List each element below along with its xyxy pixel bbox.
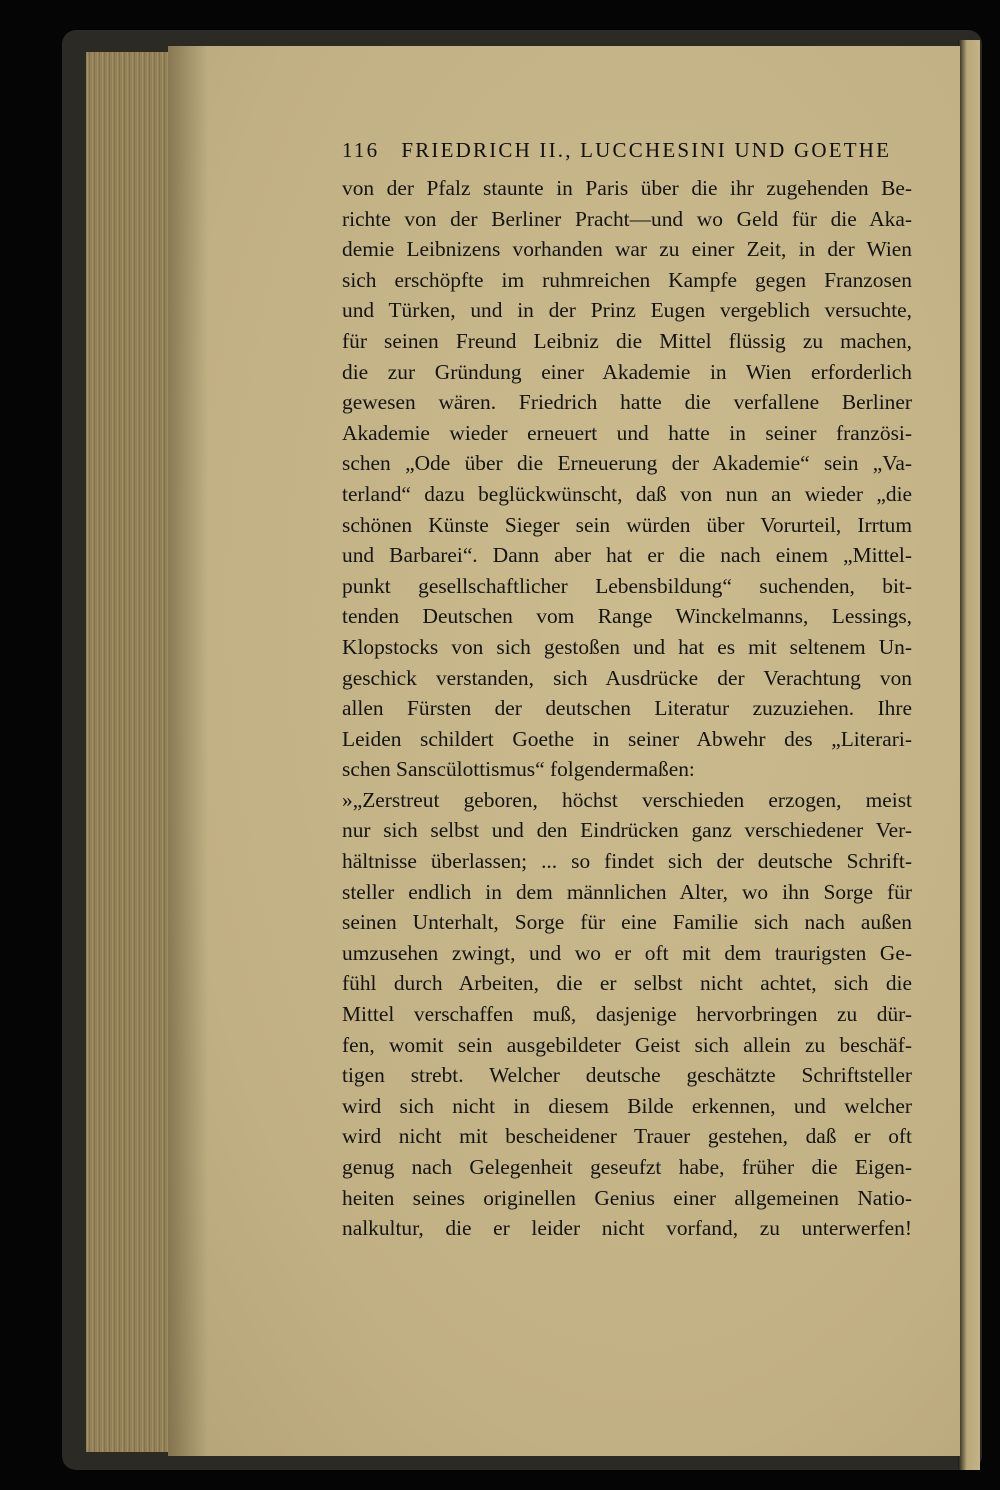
text-line: »„Zerstreut geboren, höchst verschieden erzogen, meist xyxy=(342,787,912,812)
text-line: umzusehen zwingt, und wo er oft mit dem traurigsten Ge- xyxy=(342,940,912,965)
text-line: hältnisse überlassen; ... so findet sich der deutsche Schrift- xyxy=(342,849,912,874)
text-line: allen Fürsten der deutschen Literatur zuzuziehen. Ihre xyxy=(342,696,912,721)
gutter-shadow xyxy=(168,46,208,1456)
text-line: richte von der Berliner Pracht—und wo Geld für die Aka- xyxy=(342,206,912,231)
text-line: sich erschöpfte im ruhmreichen Kampfe gegen Franzosen xyxy=(342,267,912,292)
text-line: genug nach Gelegenheit geseufzt habe, früher die Eigen- xyxy=(342,1155,912,1179)
text-line: schen Sanscülottismus“ folgendermaßen: xyxy=(342,757,695,782)
text-line: tigen strebt. Welcher deutsche geschätzte Schriftsteller xyxy=(342,1063,912,1088)
text-line: und Türken, und in der Prinz Eugen vergeblich versuchte, xyxy=(342,298,912,323)
text-line: Akademie wieder erneuert und hatte in seiner französi- xyxy=(342,420,912,445)
running-title: FRIEDRICH II., LUCCHESINI UND GOETHE xyxy=(401,138,892,162)
body-text xyxy=(342,173,912,1244)
text-line: wird nicht mit bescheidener Trauer gestehen, daß er oft xyxy=(342,1124,912,1149)
text-line: von der Pfalz staunte in Paris über die ihr zugehenden Be- xyxy=(342,176,912,200)
text-line: heiten seines originellen Genius einer allgemeinen Natio- xyxy=(342,1185,912,1210)
facing-page-edge xyxy=(958,40,980,1470)
text-line: gewesen wären. Friedrich hatte die verfallene Berliner xyxy=(342,390,912,415)
text-line: seinen Unterhalt, Sorge für eine Familie sich nach außen xyxy=(342,910,912,935)
text-line: schen „Ode über die Erneuerung der Akademie“ sein „Va- xyxy=(342,451,912,476)
text-line: Leiden schildert Goethe in seiner Abwehr des „Literari- xyxy=(342,726,912,751)
text-line: die zur Gründung einer Akademie in Wien erforderlich xyxy=(342,359,912,384)
text-line: und Barbarei“. Dann aber hat er die nach einem „Mittel- xyxy=(342,543,912,568)
running-header xyxy=(342,138,908,172)
text-line: nur sich selbst und den Eindrücken ganz verschiedener Ver- xyxy=(342,818,912,843)
text-line: Klopstocks von sich gestoßen und hat es mit seltenem Un- xyxy=(342,634,912,659)
text-line: terland“ dazu beglückwünscht, daß von nun an wieder „die xyxy=(342,481,912,506)
text-line: tenden Deutschen vom Range Winckelmanns, Lessings, xyxy=(342,604,912,629)
text-line: nalkultur, die er leider nicht vorfand, zu unterwerfen! xyxy=(342,1216,912,1241)
text-line: punkt gesellschaftlicher Lebensbildung“ suchenden, bit- xyxy=(342,573,912,598)
text-line: fen, womit sein ausgebildeter Geist sich allein zu beschäf- xyxy=(342,1032,912,1057)
page-number: 116 xyxy=(342,138,380,162)
text-line: Mittel verschaffen muß, dasjenige hervorbringen zu dür- xyxy=(342,1002,912,1027)
text-line: steller endlich in dem männlichen Alter, wo ihn Sorge für xyxy=(342,879,912,904)
text-line: schönen Künste Sieger sein würden über Vorurteil, Irrtum xyxy=(342,512,912,537)
text-line: für seinen Freund Leibniz die Mittel flüssig zu machen, xyxy=(342,328,912,353)
text-line: fühl durch Arbeiten, die er selbst nicht achtet, sich die xyxy=(342,971,912,996)
text-line: wird sich nicht in diesem Bilde erkennen, und welcher xyxy=(342,1093,912,1118)
text-line: demie Leibnizens vorhanden war zu einer Zeit, in der Wien xyxy=(342,237,912,262)
text-line: geschick verstanden, sich Ausdrücke der Verachtung von xyxy=(342,665,912,690)
